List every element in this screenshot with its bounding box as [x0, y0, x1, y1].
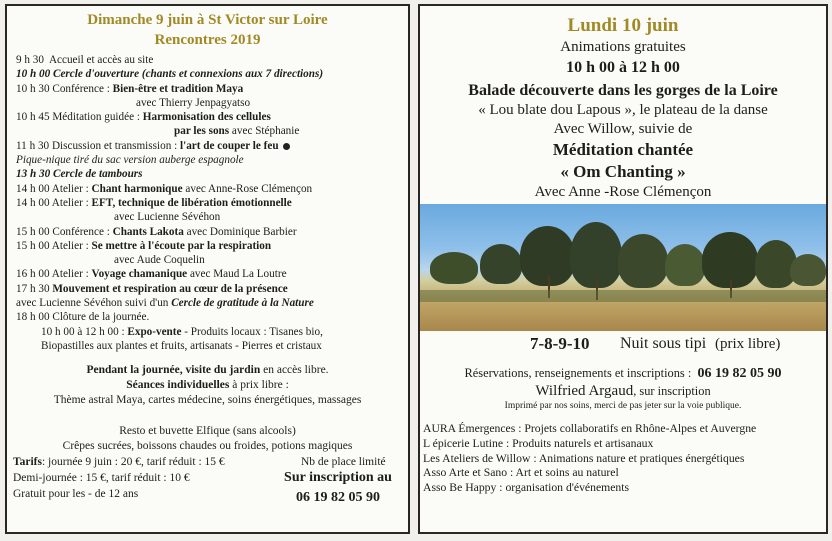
- balade-host: Avec Willow, suivie de: [553, 121, 693, 137]
- gratuit: Gratuit pour les - de 12 ans: [13, 488, 139, 501]
- schedule-item: 15 h 00 Atelier : Se mettre à l'écoute par la respiration: [16, 239, 272, 252]
- left-title: Dimanche 9 juin à St Victor sur Loire: [87, 12, 328, 28]
- tree: [570, 222, 622, 288]
- schedule-item-detail: avec Thierry Jenpagyatso: [136, 96, 251, 109]
- schedule-item: 18 h 00 Clôture de la journée.: [16, 311, 150, 324]
- tree: [618, 234, 668, 288]
- schedule-item: 10 h 30 Conférence : Bien-être et tradition Maya: [16, 82, 244, 95]
- prix-libre: (prix libre): [715, 336, 781, 352]
- schedule-item-detail: Pique-nique tiré du sac version auberge espagnole: [16, 154, 244, 167]
- schedule-item: 17 h 30 Mouvement et respiration au cœur de la présence: [16, 282, 288, 295]
- tarifs-demi: Demi-journée : 15 €, tarif réduit : 10 €: [13, 472, 190, 485]
- schedule-item: 14 h 00 Atelier : Chant harmonique avec Anne-Rose Clémençon: [16, 182, 313, 195]
- left-subtitle: Rencontres 2019: [154, 32, 261, 48]
- ink-blot: [283, 143, 290, 150]
- association-item: AURA Émergences : Projets collaboratifs en Rhône-Alpes et Auvergne: [423, 422, 757, 435]
- imprime-note: Imprimé par nos soins, merci de pas jeter sur la voie publique.: [504, 401, 742, 411]
- balade-subtitle: « Lou blate dou Lapous », le plateau de la danse: [478, 102, 768, 118]
- meditation-title: Méditation chantée: [552, 140, 694, 159]
- seances-list: Thème astral Maya, cartes médecine, soins énergétiques, massages: [53, 394, 362, 407]
- food-list: Crêpes sucrées, boissons chaudes ou froides, potions magiques: [62, 440, 353, 453]
- nuit-label: Nuit sous tipi: [620, 335, 707, 352]
- animations-gratuites: Animations gratuites: [560, 39, 686, 55]
- association-item: L épicerie Lutine : Produits naturels et artisanaux: [423, 436, 654, 450]
- schedule-item-detail: avec Lucienne Sévéhon suivi d'un Cercle de gratitude à la Nature: [16, 297, 314, 310]
- association-item: Asso Arte et Sano : Art et soins au naturel: [423, 466, 619, 480]
- inscription-label: Sur inscription au: [284, 470, 392, 486]
- shrubs: [420, 290, 826, 302]
- places-limit: Nb de place limité: [301, 456, 386, 469]
- schedule-item: 14 h 00 Atelier : EFT, technique de libération émotionnelle: [16, 196, 292, 209]
- schedule-item: 15 h 00 Conférence : Chants Lakota avec Dominique Barbier: [16, 225, 297, 238]
- balade-title: Balade découverte dans les gorges de la Loire: [468, 82, 778, 99]
- association-item: Asso Be Happy : organisation d'événements: [423, 481, 630, 495]
- association-item: Les Ateliers de Willow : Animations nature et pratiques énergétiques: [423, 451, 745, 465]
- meditation-host: Avec Anne -Rose Clémençon: [534, 184, 712, 200]
- right-title: Lundi 10 juin: [567, 15, 679, 36]
- dates: 7-8-9-10: [530, 334, 590, 353]
- expo-vente-detail: Biopastilles aux plantes et fruits, artisanats - Pierres et cristaux: [41, 339, 322, 352]
- schedule-item: 16 h 00 Atelier : Voyage chamanique avec Maud La Loutre: [16, 268, 287, 281]
- associations-list: [420, 422, 826, 496]
- reservations-line: Réservations, renseignements et inscriptions : 06 19 82 05 90: [464, 366, 782, 381]
- tree: [430, 252, 478, 284]
- schedule-item: 13 h 30 Cercle de tambours: [16, 168, 143, 181]
- inscription-phone: 06 19 82 05 90: [296, 490, 380, 506]
- seances-individuelles: Séances individuelles à prix libre :: [126, 379, 289, 392]
- tarifs-line: Tarifs: journée 9 juin : 20 €, tarif réduit : 15 € Nb de place limité: [13, 456, 386, 469]
- left-panel: [5, 4, 410, 534]
- landscape-photo: [420, 204, 826, 331]
- schedule-item: 10 h 00 Cercle d'ouverture (chants et connexions aux 7 directions): [16, 68, 324, 81]
- inscription-block: [275, 468, 401, 508]
- schedule-item-detail: avec Lucienne Sévéhon: [114, 211, 221, 224]
- schedule-item: 11 h 30 Discussion et transmission : l'art de couper le feu: [16, 139, 408, 153]
- schedule: [7, 53, 408, 353]
- buvette: Resto et buvette Elfique (sans alcools): [119, 425, 296, 438]
- journee-jardin: Pendant la journée, visite du jardin en accès libre.: [86, 364, 329, 377]
- hours: 10 h 00 à 12 h 00: [566, 59, 680, 76]
- contact-name: Wilfried Argaud, sur inscription: [535, 383, 711, 399]
- schedule-item-detail: par les sons avec Stéphanie: [174, 125, 300, 138]
- expo-vente: 10 h 00 à 12 h 00 : Expo-vente - Produits locaux : Tisanes bio,: [41, 325, 323, 338]
- schedule-item-detail: avec Aude Coquelin: [114, 254, 205, 267]
- om-chanting: « Om Chanting »: [560, 162, 686, 181]
- nuit-sous-tipi: [420, 333, 826, 359]
- right-panel: [418, 4, 828, 534]
- tree: [480, 244, 522, 284]
- schedule-item: 9 h 30 Accueil et accès au site: [16, 54, 154, 66]
- schedule-item: 10 h 45 Méditation guidée : Harmonisation des cellules: [16, 111, 271, 124]
- tree: [665, 244, 705, 286]
- tree: [790, 254, 826, 286]
